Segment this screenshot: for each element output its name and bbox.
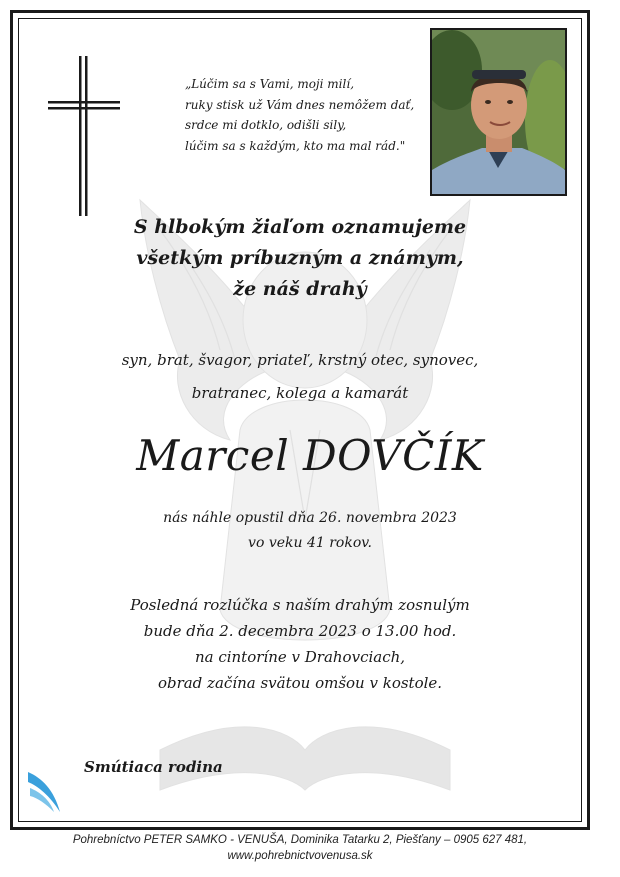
- announcement-line: S hlbokým žiaľom oznamujeme: [133, 216, 467, 238]
- quote-line: lúčim sa s každým, kto ma mal rád.": [185, 138, 406, 153]
- announcement-line: že náš drahý: [233, 278, 367, 300]
- funeral-line: obrad začína svätou omšou v kostole.: [157, 674, 443, 692]
- footer-website[interactable]: www.pohrebnictvovenusa.sk: [227, 850, 373, 862]
- footer-company: Pohrebníctvo PETER SAMKO - VENUŠA, Dominika Tatarku 2, Piešťany – 0905 627 481,: [72, 834, 528, 846]
- quote-line: ruky stisk už Vám dnes nemôžem dať,: [185, 97, 415, 112]
- funeral-line: na cintoríne v Drahovciach,: [194, 648, 406, 666]
- deceased-name: [0, 426, 620, 486]
- relations-line: syn, brat, švagor, priateľ, krstný otec, synovec,: [121, 351, 479, 369]
- first-name: Marcel: [136, 431, 290, 480]
- death-notice: [0, 506, 620, 556]
- relations-line: bratranec, kolega a kamarát: [191, 384, 409, 402]
- footer: [0, 832, 600, 864]
- portrait-photo: [430, 28, 567, 196]
- cross-icon: [46, 54, 126, 219]
- venusa-logo-icon: [24, 768, 66, 816]
- funeral-details: [0, 592, 600, 696]
- signature: Smútiaca rodina: [84, 758, 223, 776]
- announcement-line: všetkým príbuzným a známym,: [136, 247, 464, 269]
- quote-line: srdce mi dotklo, odišli sily,: [185, 118, 347, 132]
- farewell-quote: [185, 74, 425, 156]
- death-line: nás náhle opustil dňa 26. novembra 2023: [163, 510, 457, 526]
- relations: [0, 344, 600, 410]
- last-name: DOVČÍK: [302, 431, 484, 480]
- funeral-line: Posledná rozlúčka s naším drahým zosnulým: [130, 596, 470, 614]
- quote-line: „Lúčim sa s Vami, moji milí,: [185, 77, 355, 91]
- death-line: vo veku 41 rokov.: [248, 535, 372, 551]
- announcement: [0, 212, 600, 305]
- funeral-line: bude dňa 2. decembra 2023 o 13.00 hod.: [143, 622, 457, 640]
